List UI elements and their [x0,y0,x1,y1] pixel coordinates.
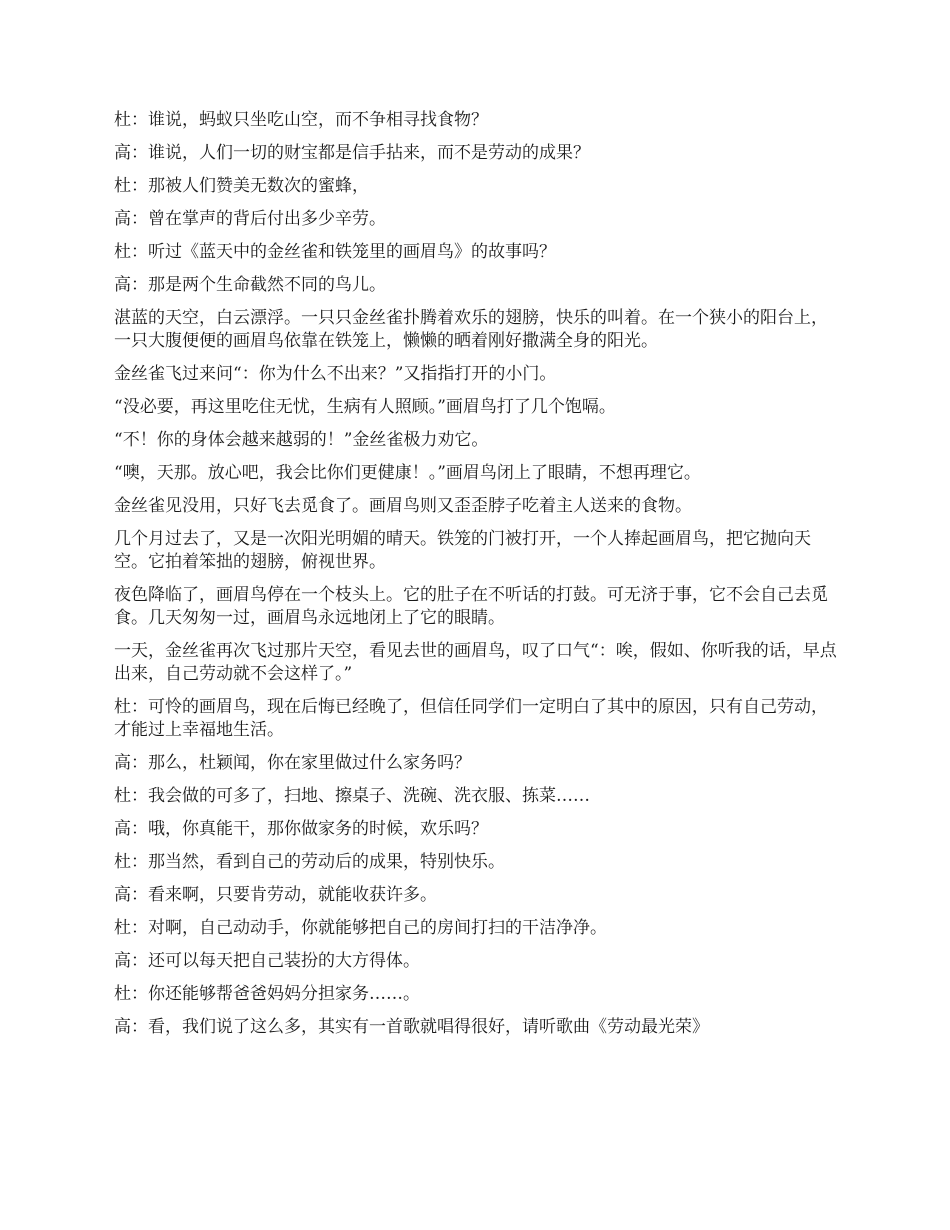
paragraph: 杜：可怜的画眉鸟，现在后悔已经晚了，但信任同学们一定明白了其中的原因，只有自己劳动，才能过上幸福地生活。 [114,697,828,740]
paragraph: 湛蓝的天空，白云漂浮。一只只金丝雀扑腾着欢乐的翅膀，快乐的叫着。在一个狭小的阳台上，一只大腹便便的画眉鸟依靠在铁笼上，懒懒的晒着刚好撒满全身的阳光。 [114,308,828,351]
paragraph: 高：那是两个生命截然不同的鸟儿。 [114,275,386,295]
paragraph: 高：看，我们说了这么多，其实有一首歌就唱得很好，请听歌曲《劳动最光荣》 [114,1017,709,1037]
paragraph: 高：那么，杜颖闻，你在家里做过什么家务吗？ [114,753,471,773]
paragraph: 杜：对啊，自己动动手，你就能够把自己的房间打扫的干洁净净。 [114,918,607,938]
paragraph: 金丝雀见没用，只好飞去觅食了。画眉鸟则又歪歪脖子吃着主人送来的食物。 [114,496,692,516]
paragraph: 杜：你还能够帮爸爸妈妈分担家务……。 [114,984,420,1004]
paragraph: 一天，金丝雀再次飞过那片天空，看见去世的画眉鸟，叹了口气“：唉，假如、你听我的话，早点出来，自己劳动就不会这样了。” [114,641,837,684]
paragraph: “没必要，再这里吃住无忧，生病有人照顾。”画眉鸟打了几个饱嗝。 [114,397,616,417]
paragraph: “不！你的身体会越来越弱的！”金丝雀极力劝它。 [114,430,489,450]
paragraph: 高：哦，你真能干，那你做家务的时候，欢乐吗？ [114,819,488,839]
paragraph: 高：还可以每天把自己装扮的大方得体。 [114,951,420,971]
paragraph: 杜：听过《蓝天中的金丝雀和铁笼里的画眉鸟》的故事吗？ [114,242,556,262]
paragraph: 高：谁说，人们一切的财宝都是信手拈来，而不是劳动的成果？ [114,143,590,163]
paragraph: “噢，天那。放心吧，我会比你们更健康！。”画眉鸟闭上了眼睛，不想再理它。 [114,463,701,483]
paragraph: 杜：谁说，蚂蚁只坐吃山空，而不争相寻找食物？ [114,110,488,130]
document-body [114,109,844,1049]
paragraph: 金丝雀飞过来问“：你为什么不出来？”又指指打开的小门。 [114,364,557,384]
paragraph: 夜色降临了，画眉鸟停在一个枝头上。它的肚子在不听话的打鼓。可无济于事，它不会自己去觅食。几天匆匆一过，画眉鸟永远地闭上了它的眼睛。 [114,585,828,628]
paragraph: 杜：我会做的可多了，扫地、擦桌子、洗碗、洗衣服、拣菜…… [114,786,590,806]
paragraph: 几个月过去了，又是一次阳光明媚的晴天。铁笼的门被打开，一个人捧起画眉鸟，把它抛向天空。它拍着笨拙的翅膀，俯视世界。 [114,529,811,572]
paragraph: 杜：那被人们赞美无数次的蜜蜂， [114,176,369,196]
paragraph: 高：曾在掌声的背后付出多少辛劳。 [114,209,386,229]
paragraph: 杜：那当然，看到自己的劳动后的成果，特别快乐。 [114,852,505,872]
paragraph: 高：看来啊，只要肯劳动，就能收获许多。 [114,885,437,905]
